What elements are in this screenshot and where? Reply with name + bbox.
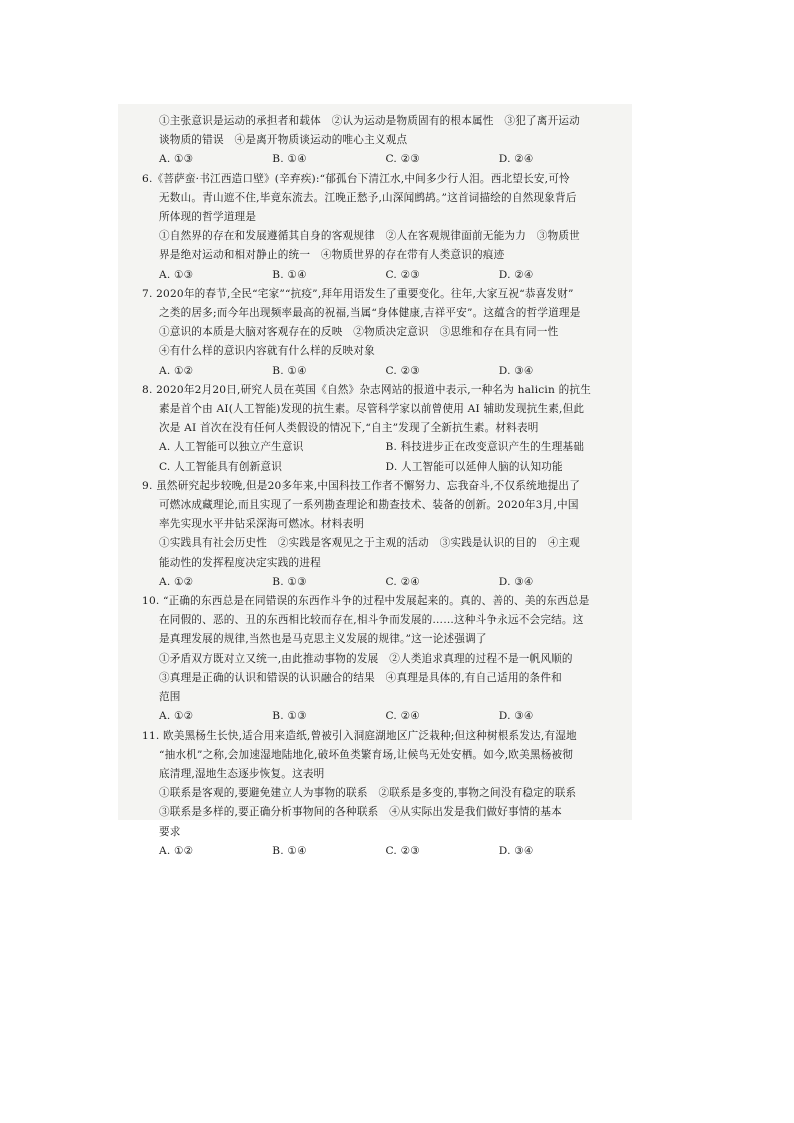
option-a: A. ①② xyxy=(159,710,194,723)
answer-options xyxy=(142,842,612,861)
answer-options xyxy=(142,150,612,169)
question-11 xyxy=(142,727,612,861)
option-d: D. ③④ xyxy=(498,710,534,723)
option-b: B. ①④ xyxy=(272,268,307,281)
exam-content xyxy=(142,112,612,861)
option-c: C. ②③ xyxy=(385,364,420,377)
option-b: B. ①④ xyxy=(272,364,307,377)
question-stem-line: 在同假的、恶的、丑的东西相比较而存在,相斗争而发展的……这种斗争永远不会完结。这 xyxy=(159,614,584,627)
statement-line: 范围 xyxy=(159,691,181,704)
option-c: C. 人工智能具有创新意识 xyxy=(159,460,282,473)
question-10 xyxy=(142,592,612,726)
question-stem-line: “抽水机”之称,会加速湿地陆地化,破坏鱼类繁育场,让候鸟无处安栖。如今,欧美黑杨被彻 xyxy=(159,748,574,761)
option-b: B. ①③ xyxy=(272,710,307,723)
option-a: A. ①③ xyxy=(159,268,194,281)
option-c: C. ②④ xyxy=(385,575,420,588)
question-stem-line: 所体现的哲学道理是 xyxy=(159,211,257,224)
option-b: B. ①④ xyxy=(272,153,307,166)
statement-line: ③真理是正确的认识和错误的认识融合的结果 ④真理是具体的,有自己适用的条件和 xyxy=(159,671,562,684)
option-b: B. ①④ xyxy=(272,844,307,857)
question-5 xyxy=(142,112,612,170)
option-d: D. ③④ xyxy=(498,575,534,588)
question-stem-line: 底清理,湿地生态逐步恢复。这表明 xyxy=(159,767,325,780)
answer-options xyxy=(142,266,612,285)
option-a: A. ①② xyxy=(159,844,194,857)
question-stem-line: 之类的居多;而今年出现频率最高的祝福,当属“身体健康,吉祥平安”。这蕴含的哲学道理是 xyxy=(159,307,581,320)
question-stem-line: 10. “正确的东西总是在同错误的东西作斗争的过程中发展起来的。真的、善的、美的东西总是 xyxy=(142,595,590,608)
statement-line: ①矛盾双方既对立又统一,由此推动事物的发展 ②人类追求真理的过程不是一帆风顺的 xyxy=(159,652,573,665)
question-6 xyxy=(142,170,612,285)
option-c: C. ②④ xyxy=(385,710,420,723)
statement-line: 谈物质的错误 ④是离开物质谈运动的唯心主义观点 xyxy=(159,134,408,147)
question-stem-line: 素是首个由 AI(人工智能)发现的抗生素。尽管科学家以前曾使用 AI 辅助发现抗生素,但此 xyxy=(159,403,585,416)
statement-line: ①联系是客观的,要避免建立人为事物的联系 ②联系是多变的,事物之间没有稳定的联系 xyxy=(159,787,577,800)
question-stem-line: 率先实现水平井钻采深海可燃冰。材料表明 xyxy=(159,518,365,531)
answer-options xyxy=(142,573,612,592)
option-d: D. 人工智能可以延伸人脑的认知功能 xyxy=(385,460,563,473)
statement-line: ①自然界的存在和发展遵循其自身的客观规律 ②人在客观规律面前无能为力 ③物质世 xyxy=(159,230,580,243)
option-a: A. ①② xyxy=(159,575,194,588)
option-d: D. ②④ xyxy=(498,268,534,281)
option-b: B. 科技进步正在改变意识产生的生理基础 xyxy=(385,441,585,454)
question-stem-line: 是真理发展的规律,当然也是马克思主义发展的规律。”这一论述强调了 xyxy=(159,633,487,646)
option-a: A. ①② xyxy=(159,364,194,377)
answer-options xyxy=(142,458,612,477)
question-8 xyxy=(142,381,612,477)
question-stem-line: 7. 2020年的春节,全民“宅家”“抗疫”,拜年用语发生了重要变化。往年,大家互祝“恭喜发财” xyxy=(142,287,574,300)
statement-line: ①实践具有社会历史性 ②实践是客观见之于主观的活动 ③实践是认识的目的 ④主观 xyxy=(159,537,580,550)
option-c: C. ②③ xyxy=(385,268,420,281)
option-a: A. ①③ xyxy=(159,153,194,166)
option-d: D. ②④ xyxy=(498,153,534,166)
statement-line: ①意识的本质是大脑对客观存在的反映 ②物质决定意识 ③思维和存在具有同一性 xyxy=(159,326,559,339)
question-9 xyxy=(142,477,612,592)
option-d: D. ③④ xyxy=(498,844,534,857)
option-b: B. ①③ xyxy=(272,575,307,588)
statement-line: 界是绝对运动和相对静止的统一 ④物质世界的存在带有人类意识的痕迹 xyxy=(159,249,505,262)
question-stem-line: 6.《菩萨蛮·书江西造口壁》(辛弃疾):“郁孤台下清江水,中间多少行人泪。西北望长安,可怜 xyxy=(142,172,570,185)
option-c: C. ②③ xyxy=(385,844,420,857)
statement-line: ④有什么样的意识内容就有什么样的反映对象 xyxy=(159,345,375,358)
option-a: A. 人工智能可以独立产生意识 xyxy=(159,441,304,454)
option-d: D. ③④ xyxy=(498,364,534,377)
question-stem-line: 8. 2020年2月20日,研究人员在英国《自然》杂志网站的报道中表示,一种名为 halicin 的抗生 xyxy=(142,383,591,396)
answer-options xyxy=(142,707,612,726)
question-stem-line: 9. 虽然研究起步较晚,但是20多年来,中国科技工作者不懈努力、忘我奋斗,不仅系统地提出了 xyxy=(142,479,581,492)
statement-line: ①主张意识是运动的承担者和载体 ②认为运动是物质固有的根本属性 ③犯了离开运动 xyxy=(159,115,580,127)
answer-options xyxy=(142,438,612,457)
question-7 xyxy=(142,285,612,381)
question-stem-line: 可燃冰成藏理论,而且实现了一系列勘查理论和勘查技术、装备的创新。2020年3月,中国 xyxy=(159,499,579,512)
statement-line: 要求 xyxy=(159,825,181,838)
statement-line: ③联系是多样的,要正确分析事物间的各种联系 ④从实际出发是我们做好事情的基本 xyxy=(159,806,562,819)
option-c: C. ②③ xyxy=(385,153,420,166)
statement-line: 能动性的发挥程度决定实践的进程 xyxy=(159,556,321,569)
question-stem-line: 11. 欧美黑杨生长快,适合用来造纸,曾被引入洞庭湖地区广泛栽种;但这种树根系发达,有湿地 xyxy=(142,729,577,742)
question-stem-line: 无数山。青山遮不住,毕竟东流去。江晚正愁予,山深闻鹧鸪。”这首词描绘的自然现象背后 xyxy=(159,191,577,204)
answer-options xyxy=(142,362,612,381)
question-stem-line: 次是 AI 首次在没有任何人类假设的情况下,“自主”发现了全新抗生素。材料表明 xyxy=(159,422,539,435)
